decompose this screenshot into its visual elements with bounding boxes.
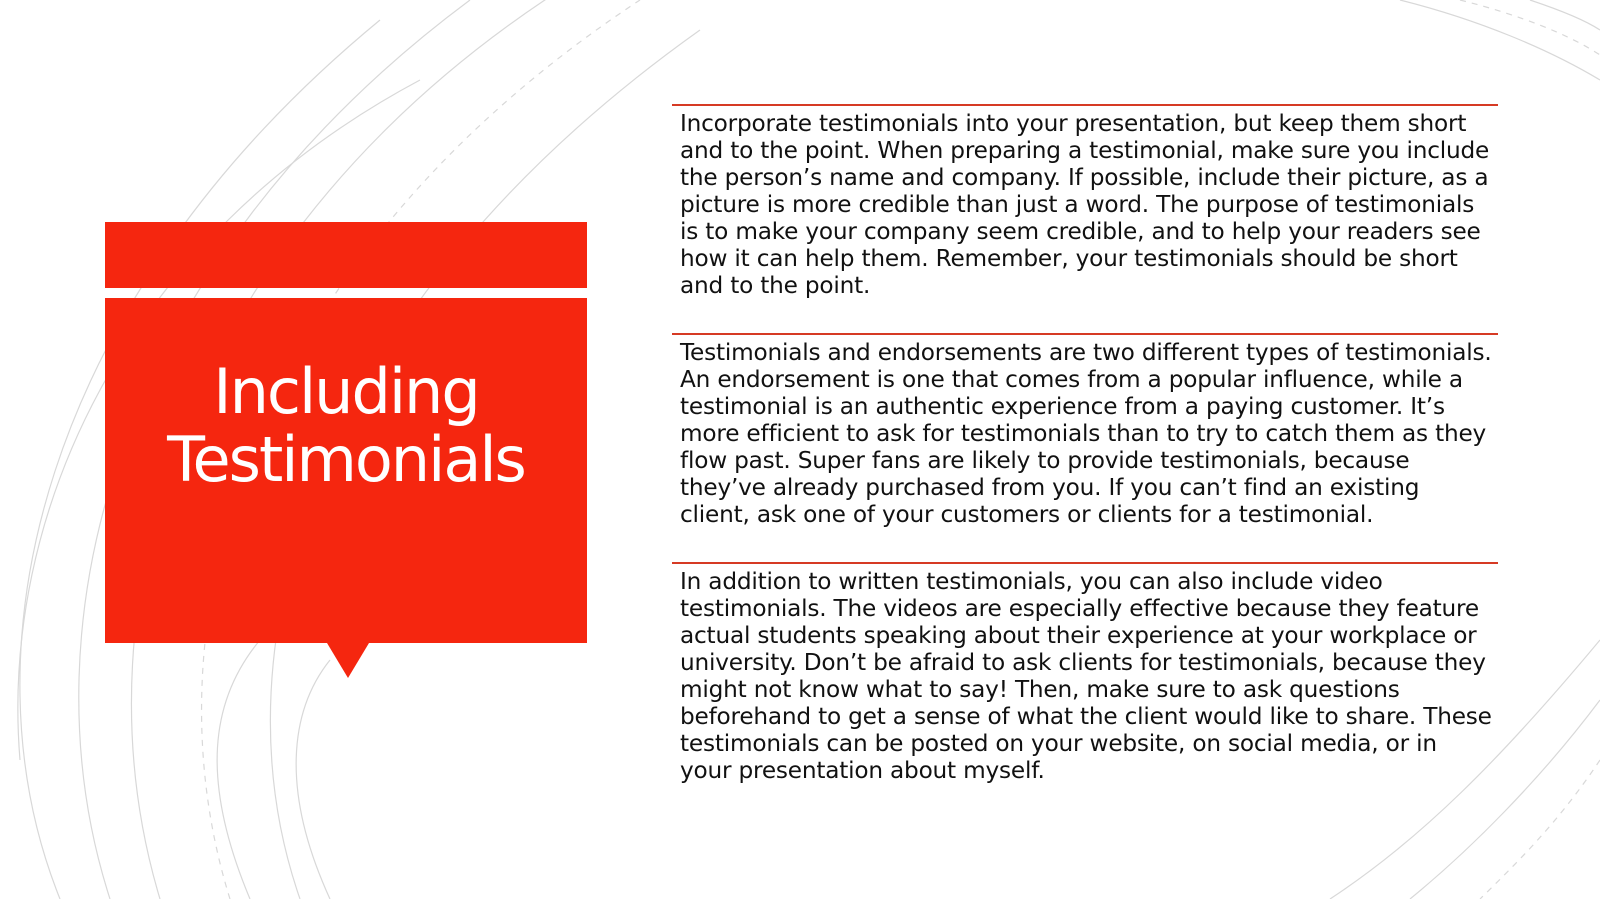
slide-title [167,354,525,496]
accent-bar [105,222,587,288]
title-line-1: Including [213,354,479,428]
divider-1 [672,104,1498,106]
paragraph-3: In addition to written testimonials, you can also include video testimonials. The videos are especially effective because they feature actual students speaking about their experience at your workplace or university. Don’t be afraid to ask clients for testimonials, because they might not know what to say! Then, make sure to ask questions beforehand to get a sense of what the client would like to share. These testimonials can be posted on your website, on social media, or in your presentation about myself. [680,568,1492,784]
paragraph-2: Testimonials and endorsements are two different types of testimonials. An endorsement is one that comes from a popular influence, while a testimonial is an authentic experience from a paying customer. It’s more efficient to ask for testimonials than to try to catch them as they flow past. Super fans are likely to provide testimonials, because they’ve already purchased from you. If you can’t find an existing client, ask one of your customers or clients for a testimonial. [680,339,1492,528]
title-line-2: Testimonials [167,422,525,496]
title-callout [105,298,587,643]
callout-pointer [327,643,369,678]
divider-2 [672,333,1498,335]
paragraph-1: Incorporate testimonials into your presentation, but keep them short and to the point. When preparing a testimonial, make sure you include the person’s name and company. If possible, include their picture, as a picture is more credible than just a word. The purpose of testimonials is to make your company seem credible, and to help your readers see how it can help them. Remember, your testimonials should be short and to the point. [680,110,1490,299]
divider-3 [672,562,1498,564]
